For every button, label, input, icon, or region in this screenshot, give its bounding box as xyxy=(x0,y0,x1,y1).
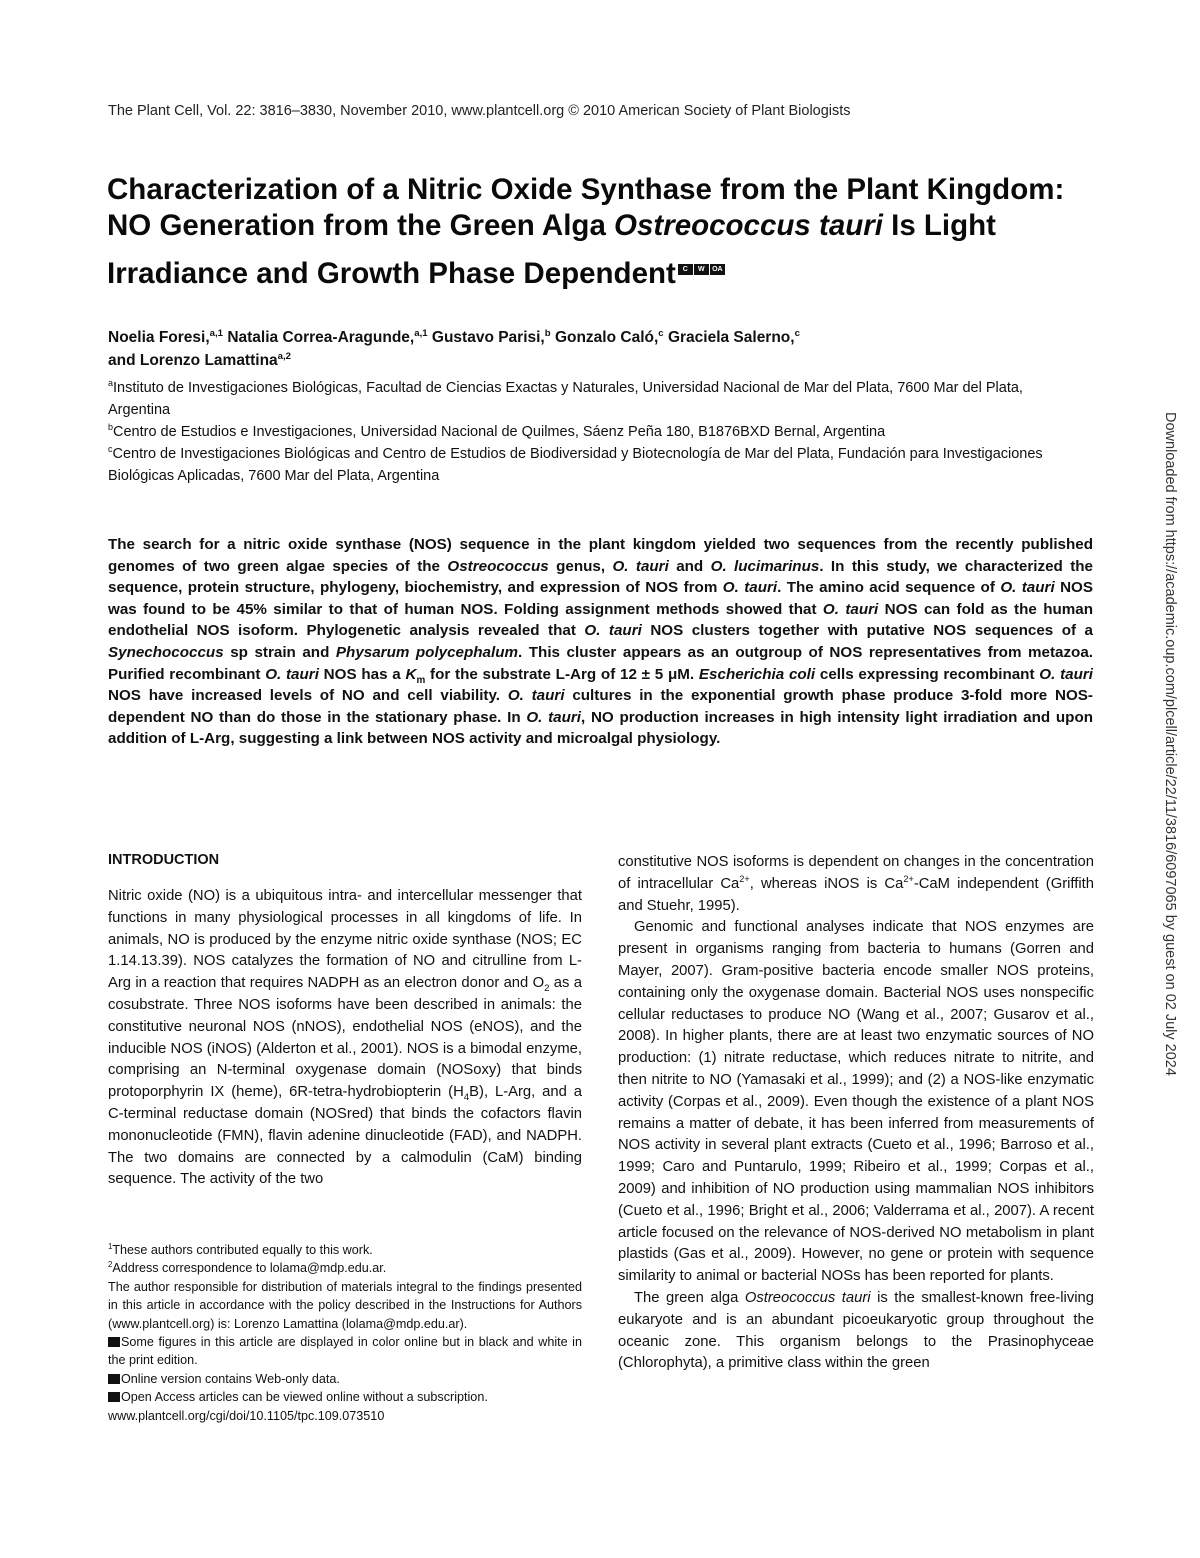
author-affiliation-mark: a,1 xyxy=(414,327,428,339)
paragraph: Nitric oxide (NO) is a ubiquitous intra- and intercellular messenger that functions in many physiological processes in all kingdoms of life. In animals, NO is produced by the enzyme nitric oxide synthase (NOS; EC 1.14.13.39). NOS catalyzes the formation of NO and citrulline from L-Arg in a reaction that requires NADPH as an electron donor and $O_2$ as a cosubstrate. Three NOS isoforms have been described in animals: the constitutive neuronal NOS (nNOS), endothelial NOS (eNOS), and the inducible NOS (iNOS) (Alderton et al., 2001). NOS is a bimodal enzyme, comprising an N-terminal oxygenase domain (NOSoxy) that binds protoporphyrin IX (heme), 6R-tetra-hydrobiopterin $(H_4B)$, L-Arg, and a C-terminal reductase domain (NOSred) that binds the cofactors flavin mononucleotide (FMN), flavin adenine dinucleotide (FAD), and NADPH. The two domains are connected by a calmodulin (CaM) binding sequence. The activity of the two xyxy=(108,888,582,1188)
author-affiliation-mark: c xyxy=(658,327,664,339)
footnote-open-access: Open Access articles can be viewed online without a subscription. xyxy=(108,1388,582,1406)
body-column-right xyxy=(618,852,1094,1375)
affiliation-a xyxy=(108,378,1088,421)
author: Graciela Salerno, xyxy=(667,329,795,346)
download-watermark-text: Downloaded from https://academic.oup.com/plcell/article/22/11/3816/6097065 by guest on 02 July 2024 xyxy=(1162,412,1178,1076)
article-title xyxy=(107,172,1087,292)
footnotes xyxy=(108,1241,582,1425)
color-figure-icon xyxy=(108,1337,120,1347)
affiliation-mark: a xyxy=(108,378,113,389)
affiliation-mark: c xyxy=(108,444,113,455)
color-badge-icon: C xyxy=(678,264,693,275)
affiliation-text: Instituto de Investigaciones Biológicas, Facultad de Ciencias Exactas y Naturales, Universidad Nacional de Mar del Plata, 7600 Mar del Plata, Argentina xyxy=(108,380,1023,418)
author: Gonzalo Caló, xyxy=(554,329,659,346)
affiliation-text: Centro de Estudios e Investigaciones, Universidad Nacional de Quilmes, Sáenz Peña 180, B1876BXD Bernal, Argentina xyxy=(113,424,886,440)
author: Gustavo Parisi, xyxy=(431,329,545,346)
affiliation-text: Centro de Investigaciones Biológicas and Centro de Estudios de Biodiversidad y Biotecnología de Mar del Plata, Fundación para Investigaciones Biológicas Aplicadas, 7600 Mar del Plata, Argentina xyxy=(108,446,1043,484)
open-access-icon xyxy=(108,1392,120,1402)
author-affiliation-mark: a,1 xyxy=(209,327,223,339)
affiliation-c xyxy=(108,444,1088,487)
author-affiliation-mark: c xyxy=(794,327,800,339)
affiliation-mark: b xyxy=(108,422,113,433)
access-badges xyxy=(678,244,726,280)
title-part-1: Characterization of a Nitric Oxide Synthase from the Plant Kingdom: NO Generation from the Green Alga xyxy=(107,173,1065,242)
footnote-web: Online version contains Web-only data. xyxy=(108,1370,582,1388)
affiliation-b xyxy=(108,422,1088,444)
paragraph: Genomic and functional analyses indicate that NOS enzymes are present in organisms ranging from bacteria to humans (Gorren and Mayer, 2007). Gram-positive bacteria encode smaller NOS proteins, containing only the oxygenase domain. Bacterial NOS uses nonspecific cellular reductases to produce NO (Wang et al., 2007; Gusarov et al., 2008). In higher plants, there are at least two enzymatic sources of NO production: (1) nitrate reductase, which reduces nitrate to nitrite, and then nitrite to NO (Yamasaki et al., 1999); and (2) a NOS-like enzymatic activity (Corpas et al., 2009). Even though the existence of a plant NOS remains a matter of debate, it has been inferred from measurements of NOS activity in several plant extracts (Cueto et al., 1996; Barroso et al., 1999; Caro and Puntarulo, 1999; Ribeiro et al., 1999; Corpas et al., 2009) and inhibition of NO production using mammalian NOS inhibitors (Cueto et al., 1996; Bright et al., 2006; Valderrama et al., 2007). A recent article focused on the relevance of NOS-derived NO metabolism in plant plastids (Gas et al., 2009). However, no gene or protein with sequence similarity to animal or bacterial NOSs has been reported for plants. xyxy=(618,919,1094,1285)
author: Natalia Correa-Aragunde, xyxy=(227,329,415,346)
author-list xyxy=(108,326,1068,372)
section-heading-introduction: INTRODUCTION xyxy=(108,852,220,868)
journal-header: The Plant Cell, Vol. 22: 3816–3830, November 2010, www.plantcell.org © 2010 American Society of Plant Biologists xyxy=(108,103,851,119)
paragraph: The green alga Ostreococcus tauri is the smallest-known free-living eukaryote and is an abundant picoeukaryotic group throughout the oceanic zone. This organism belongs to the Prasinophyceae (Chlorophyta), a primitive class within the green xyxy=(618,1289,1094,1372)
footnote-doi[interactable]: www.plantcell.org/cgi/doi/10.1105/tpc.109.073510 xyxy=(108,1408,385,1423)
abstract: The search for a nitric oxide synthase (NOS) sequence in the plant kingdom yielded two sequences from the recently published genomes of two green algae species of the Ostreococcus genus, O. tauri and O. lucimarinus. In this study, we characterized the sequence, protein structure, phylogeny, biochemistry, and expression of NOS from O. tauri. The amino acid sequence of O. tauri NOS was found to be 45% similar to that of human NOS. Folding assignment methods showed that O. tauri NOS can fold as the human endothelial NOS isoform. Phylogenetic analysis revealed that O. tauri NOS clusters together with putative NOS sequences of a Synechococcus sp strain and Physarum polycephalum. This cluster appears as an outgroup of NOS representatives from metazoa. Purified recombinant O. tauri NOS has a $K_m$ for the substrate L-Arg of 12 ± 5 μM. Escherichia coli cells expressing recombinant O. tauri NOS have increased levels of NO and cell viability. O. tauri cultures in the exponential growth phase produce 3-fold more NOS-dependent NO than do those in the stationary phase. In O. tauri, NO production increases in high intensity light irradiation and upon addition of L-Arg, suggesting a link between NOS activity and microalgal physiology. xyxy=(108,536,1093,748)
body-column-left xyxy=(108,886,582,1191)
footnote-2: $^2$Address correspondence to lolama@mdp.edu.ar. xyxy=(108,1260,387,1276)
author: and Lorenzo Lamattina xyxy=(108,352,278,369)
open-access-badge-icon: OA xyxy=(710,264,725,275)
author-affiliation-mark: a,2 xyxy=(277,350,291,362)
footnote-color: Some figures in this article are displayed in color online but in black and white in the print edition. xyxy=(108,1335,582,1368)
author: Noelia Foresi, xyxy=(108,329,210,346)
footnote-responsible-author: The author responsible for distribution of materials integral to the findings presented in this article in accordance with the policy described in the Instructions for Authors (www.plantcell.org) is: Lorenzo Lamattina (lolama@mdp.edu.ar). xyxy=(108,1279,582,1331)
web-badge-icon: W xyxy=(694,264,709,275)
web-only-icon xyxy=(108,1374,120,1384)
title-species: Ostreococcus tauri xyxy=(614,209,883,242)
author-affiliation-mark: b xyxy=(544,327,551,339)
download-watermark xyxy=(1160,412,1180,1172)
footnote-1: $^1$These authors contributed equally to this work. xyxy=(108,1241,373,1257)
title-part-2: Is Light Irradiance and Growth Phase Dependent xyxy=(107,209,996,290)
paragraph: constitutive NOS isoforms is dependent on changes in the concentration of intracellular $Ca^{2+}$, whereas iNOS is $Ca^{2+}$-CaM independent (Griffith and Stuehr, 1995). xyxy=(618,854,1095,914)
